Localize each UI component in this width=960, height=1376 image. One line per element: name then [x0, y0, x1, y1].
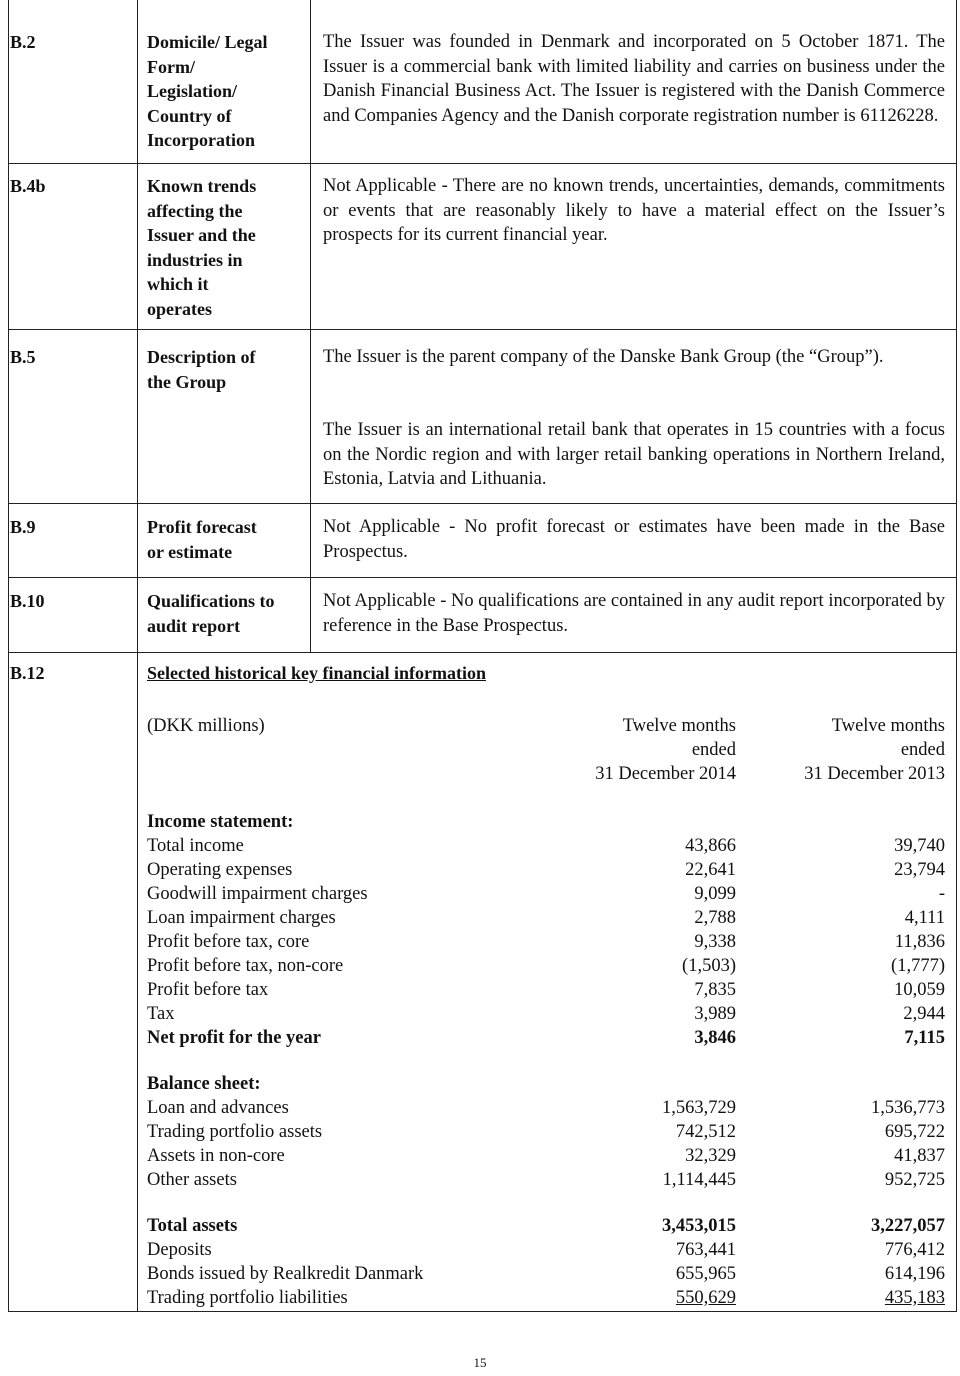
value-2014: 655,965	[675, 1264, 736, 1284]
column-header-2013: Twelve months ended 31 December 2013	[804, 716, 945, 784]
row-separator-b5	[8, 329, 957, 330]
row-label: Goodwill impairment charges	[147, 884, 368, 904]
value-2013: 952,725	[884, 1170, 945, 1190]
row-label: Profit before tax, core	[147, 932, 310, 952]
value-2013: 10,059	[894, 980, 945, 1000]
section-text-b2: The Issuer was founded in Denmark and incorporated on 5 October 1871. The Issuer is a commercial bank with limited liability and carries on business under the Danish Financial Business Act. The Issuer is registered with the Danish Commerce and Companies Agency and the Danish corporate registration number is 61126228.	[323, 32, 945, 126]
value-2013: 3,227,057	[871, 1216, 945, 1236]
value-2013: -	[938, 884, 945, 904]
value-2014: 32,329	[685, 1146, 736, 1166]
table-row	[147, 1262, 945, 1286]
value-2014: 3,989	[694, 1004, 736, 1024]
value-2013: 695,722	[884, 1122, 945, 1142]
value-2013: 7,115	[904, 1028, 945, 1048]
row-label: Bonds issued by Realkredit Danmark	[147, 1264, 424, 1284]
section-code-b4b: B.4b	[10, 176, 46, 196]
column-divider-2	[310, 0, 311, 652]
table-row	[147, 858, 945, 882]
table-row	[147, 1026, 945, 1050]
value-2013: 1,536,773	[871, 1098, 945, 1118]
section-heading-b10: Qualifications to audit report	[147, 591, 275, 636]
value-2013: 2,944	[903, 1004, 945, 1024]
section-heading-b9: Profit forecast or estimate	[147, 517, 257, 562]
value-2014: 43,866	[685, 836, 736, 856]
financial-section-title: Selected historical key financial information	[147, 663, 486, 683]
section-code-b9: B.9	[10, 517, 36, 537]
row-label: Loan and advances	[147, 1098, 289, 1118]
table-row	[147, 930, 945, 954]
value-2014: 2,788	[694, 908, 736, 928]
section-text-b9: Not Applicable - No profit forecast or estimates have been made in the Base Prospectus.	[323, 517, 945, 562]
left-border	[8, 0, 9, 1312]
value-2013: 614,196	[884, 1264, 945, 1284]
value-2013: 4,111	[904, 908, 945, 928]
row-label: Tax	[147, 1004, 175, 1024]
section-code-b10: B.10	[10, 591, 45, 611]
value-2013: 435,183	[884, 1288, 945, 1308]
bottom-border	[8, 1311, 957, 1312]
row-label: Deposits	[147, 1240, 212, 1260]
value-2014: 22,641	[685, 860, 736, 880]
table-row	[147, 906, 945, 930]
section-heading-b5: Description of the Group	[147, 347, 256, 392]
row-label: Trading portfolio assets	[147, 1122, 323, 1142]
table-row	[147, 1144, 945, 1168]
value-2014: 3,846	[694, 1028, 736, 1048]
value-2014: 9,338	[694, 932, 736, 952]
table-row	[147, 1214, 945, 1238]
row-label: Profit before tax	[147, 980, 269, 1000]
value-2013: 41,837	[894, 1146, 945, 1166]
row-separator-b4b	[8, 163, 957, 164]
value-2014: 1,563,729	[662, 1098, 736, 1118]
row-label: Operating expenses	[147, 860, 293, 880]
value-2014: (1,503)	[682, 956, 736, 976]
financial-unit-label: (DKK millions)	[147, 716, 265, 736]
row-label: Other assets	[147, 1170, 237, 1190]
table-row	[147, 1238, 945, 1262]
value-2013: (1,777)	[891, 956, 945, 976]
row-label: Assets in non-core	[147, 1146, 285, 1166]
section-code-b5: B.5	[10, 347, 36, 367]
table-row	[147, 1120, 945, 1144]
section-text-b10: Not Applicable - No qualifications are contained in any audit report incorporated by reference in the Base Prospectus.	[323, 591, 945, 636]
column-divider-1	[137, 0, 138, 1312]
section-text-b5: The Issuer is the parent company of the Danske Bank Group (the “Group”).	[323, 347, 884, 367]
row-label: Net profit for the year	[147, 1028, 321, 1048]
value-2014: 1,114,445	[662, 1170, 736, 1190]
section-heading-b4b: Known trends affecting the Issuer and the industries in which it operates	[147, 176, 257, 319]
income-statement-heading: Income statement:	[147, 812, 294, 832]
row-label: Profit before tax, non-core	[147, 956, 344, 976]
table-row	[147, 1286, 945, 1310]
value-2013: 39,740	[894, 836, 945, 856]
row-separator-b12	[8, 652, 957, 653]
column-header-2014: Twelve months ended 31 December 2014	[595, 716, 736, 784]
table-row	[147, 978, 945, 1002]
value-2013: 23,794	[894, 860, 945, 880]
table-row	[147, 834, 945, 858]
balance-sheet-table	[147, 1072, 945, 1192]
value-2014: 763,441	[675, 1240, 736, 1260]
balance-sheet-heading: Balance sheet:	[147, 1074, 261, 1094]
section-text-b5-second: The Issuer is an international retail bank that operates in 15 countries with a focus on the Nordic region and with larger retail banking operations in Northern Ireland, Estonia, Latvia and Lithuania.	[323, 420, 945, 489]
value-2013: 776,412	[884, 1240, 945, 1260]
row-label: Loan impairment charges	[147, 908, 336, 928]
value-2014: 7,835	[694, 980, 736, 1000]
table-row	[147, 1168, 945, 1192]
section-code-b12: B.12	[10, 663, 45, 683]
table-row	[147, 882, 945, 906]
section-heading-b2: Domicile/ Legal Form/ Legislation/ Country of Incorporation	[147, 32, 268, 150]
row-label: Total income	[147, 836, 244, 856]
totals-table	[147, 1214, 945, 1310]
row-separator-b9	[8, 503, 957, 504]
value-2014: 742,512	[675, 1122, 736, 1142]
row-label: Total assets	[147, 1216, 238, 1236]
value-2013: 11,836	[894, 932, 945, 952]
row-separator-b10	[8, 577, 957, 578]
value-2014: 550,629	[675, 1288, 736, 1308]
section-code-b2: B.2	[10, 32, 36, 52]
value-2014: 9,099	[694, 884, 736, 904]
right-border	[956, 0, 957, 1312]
row-label: Trading portfolio liabilities	[147, 1288, 348, 1308]
section-text-b4b: Not Applicable - There are no known trends, uncertainties, demands, commitments or events that are reasonably likely to have a material effect on the Issuer’s prospects for its current financial year.	[323, 176, 945, 245]
table-row	[147, 1096, 945, 1120]
income-statement-table	[147, 810, 945, 1050]
table-row	[147, 1002, 945, 1026]
value-2014: 3,453,015	[662, 1216, 736, 1236]
page-number: 15	[473, 1355, 487, 1370]
table-row	[147, 954, 945, 978]
